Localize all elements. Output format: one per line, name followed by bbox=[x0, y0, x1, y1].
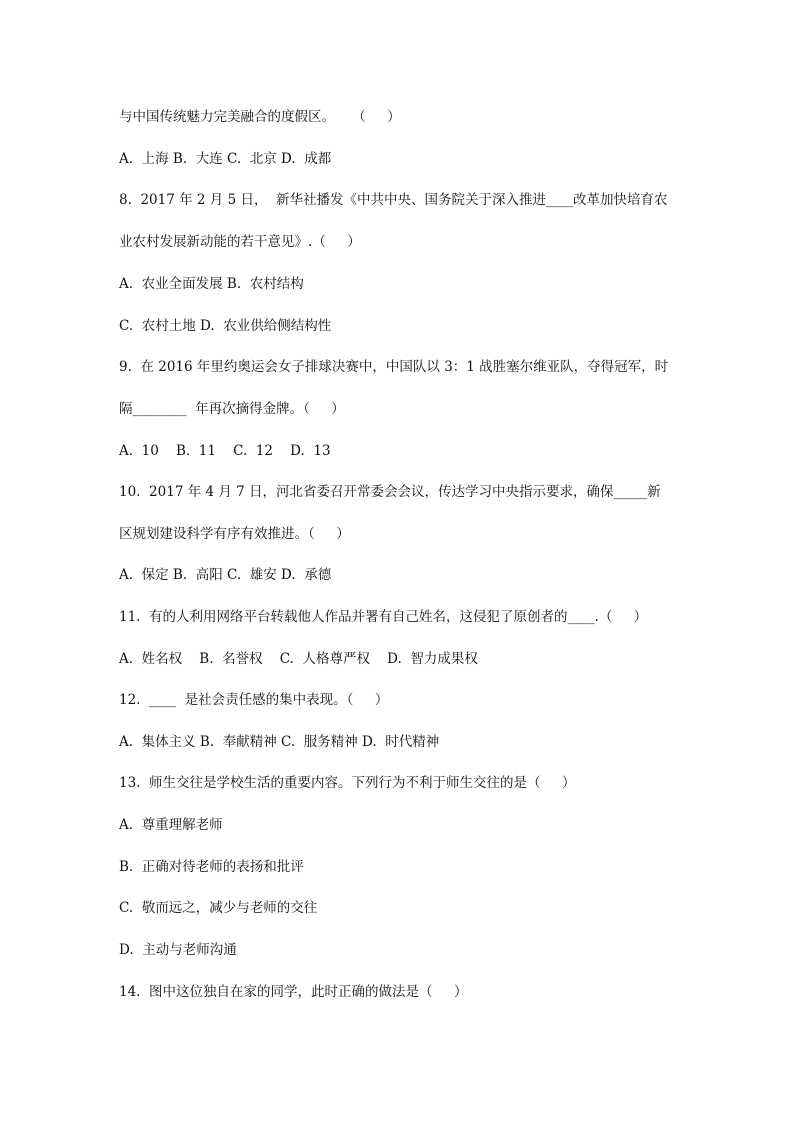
q10-stem: 10. 2017 年 4 月 7 日，河北省委召开常委会会议，传达学习中央指示要求，确保_____新 bbox=[119, 484, 661, 500]
q13-option-b: B. 正确对待老师的表扬和批评 bbox=[119, 859, 304, 875]
q12-options: A. 集体主义 B. 奉献精神 C. 服务精神 D. 时代精神 bbox=[119, 734, 440, 750]
q9-options: A. 10 B. 11 C. 12 D. 13 bbox=[119, 443, 331, 459]
q11-stem: 11. 有的人利用网络平台转载他人作品并署有自己姓名，这侵犯了原创者的____.（ ） bbox=[119, 609, 648, 625]
q9-stem: 9. 在 2016 年里约奥运会女子排球决赛中，中国队以 3：1 战胜塞尔维亚队，夺得冠军，时 bbox=[119, 359, 669, 375]
q9-stem-continued: 隔________ 年再次摘得金牌。（ ） bbox=[119, 401, 345, 417]
q12-stem: 12. ____ 是社会责任感的集中表现。（ ） bbox=[119, 692, 389, 708]
q8-options-cd: C. 农村土地 D. 农业供给侧结构性 bbox=[119, 318, 332, 334]
q13-option-a: A. 尊重理解老师 bbox=[119, 817, 223, 833]
q8-stem-continued: 业农村发展新动能的若干意见》.（ ） bbox=[119, 234, 361, 250]
q8-stem: 8. 2017 年 2 月 5 日， 新华社播发《中共中央、国务院关于深入推进____改革加快培育农 bbox=[119, 192, 668, 208]
q14-stem: 14. 图中这位独自在家的同学，此时正确的做法是（ ） bbox=[119, 984, 468, 1000]
q13-option-c: C. 敬而远之，减少与老师的交往 bbox=[119, 900, 318, 916]
q10-options: A. 保定 B. 高阳 C. 雄安 D. 承德 bbox=[119, 567, 332, 583]
q13-option-d: D. 主动与老师沟通 bbox=[119, 942, 237, 958]
q7-stem-continued: 与中国传统魅力完美融合的度假区。 （ ） bbox=[119, 109, 401, 125]
q10-stem-continued: 区规划建设科学有序有效推进。（ ） bbox=[119, 526, 350, 542]
q7-options: A. 上海 B. 大连 C. 北京 D. 成都 bbox=[119, 151, 332, 167]
q13-stem: 13. 师生交往是学校生活的重要内容。下列行为不利于师生交往的是（ ） bbox=[119, 775, 576, 791]
q8-options-ab: A. 农业全面发展 B. 农村结构 bbox=[119, 276, 304, 292]
q11-options: A. 姓名权 B. 名誉权 C. 人格尊严权 D. 智力成果权 bbox=[119, 651, 478, 667]
